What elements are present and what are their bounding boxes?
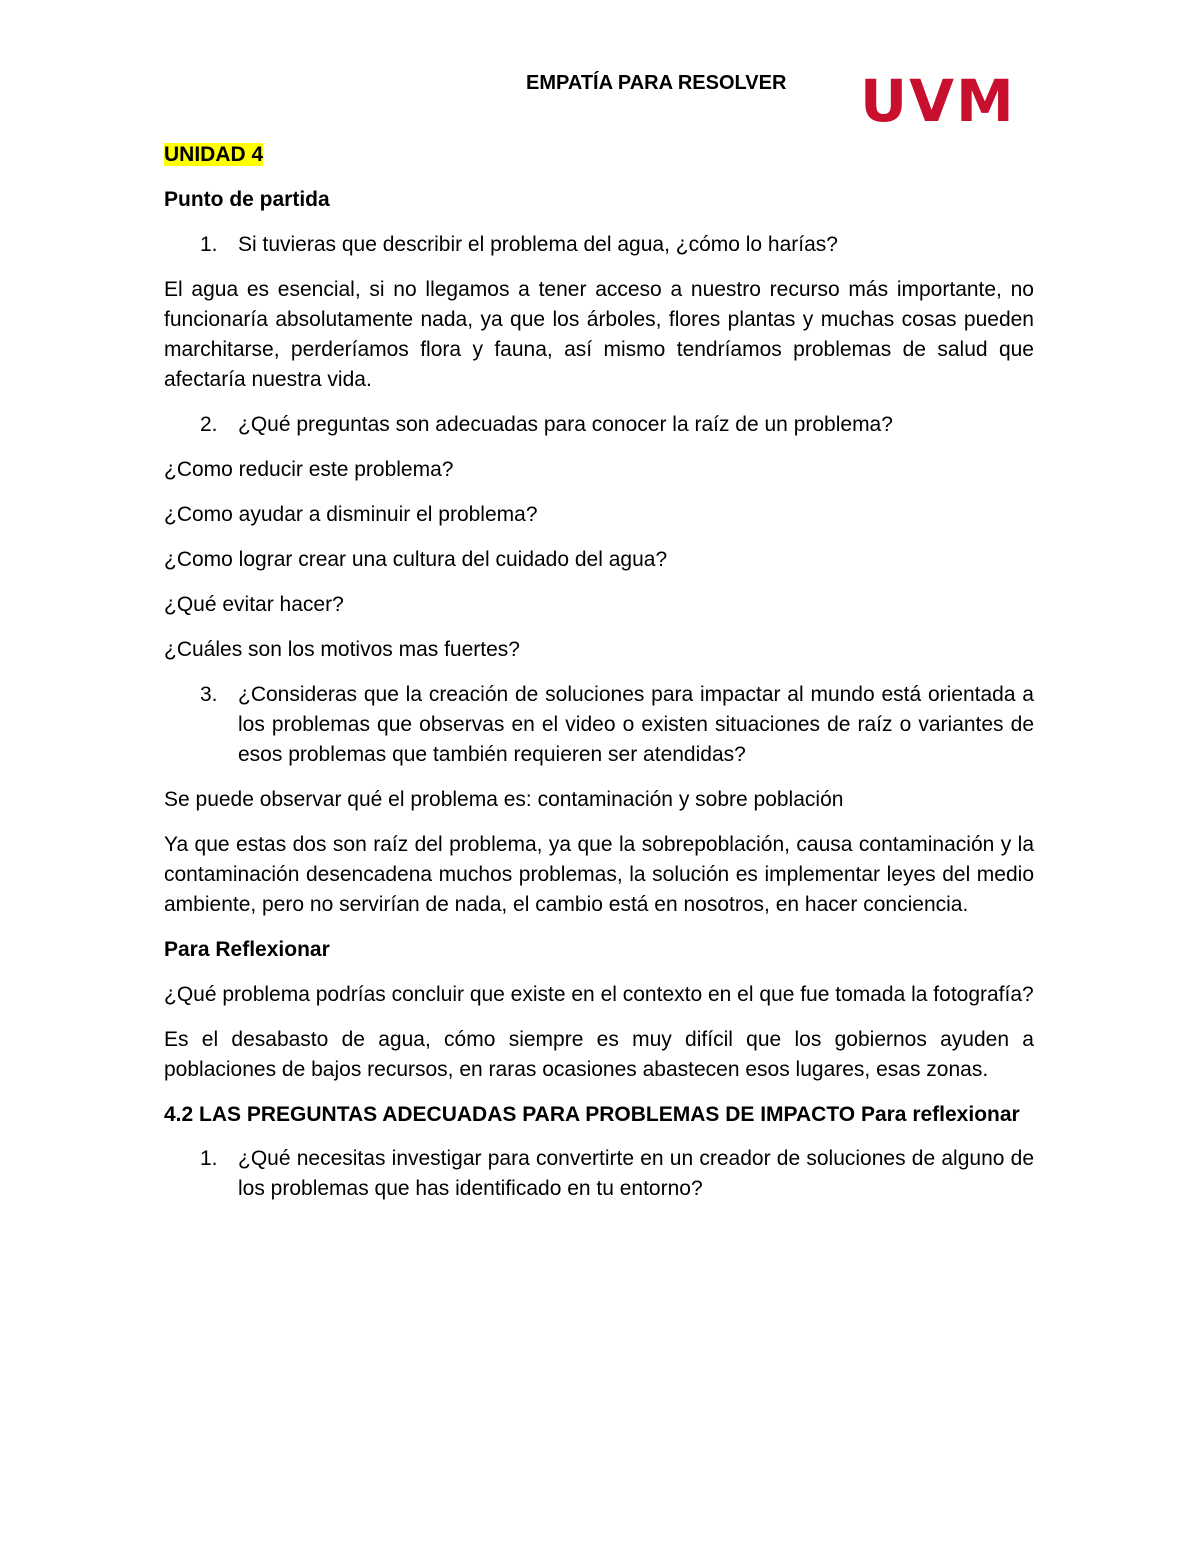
question-number: 1. <box>200 233 218 256</box>
question-number: 3. <box>200 683 218 706</box>
reflection-answer: Es el desabasto de agua, cómo siempre es muy difícil que los gobiernos ayuden a poblaciones de bajos recursos, en raras ocasiones abastecen esos lugares, esas zonas. <box>164 1028 1034 1081</box>
uvm-logo: UVM <box>860 67 1016 135</box>
section-heading-4-2: 4.2 LAS PREGUNTAS ADECUADAS PARA PROBLEMAS DE IMPACTO Para reflexionar <box>164 1103 1020 1126</box>
answer-2-line: ¿Como reducir este problema? <box>164 458 454 481</box>
section-heading-punto-de-partida: Punto de partida <box>164 188 330 211</box>
document-header-title: EMPATÍA PARA RESOLVER <box>526 72 787 94</box>
answer-2-line: ¿Cuáles son los motivos mas fuertes? <box>164 638 520 661</box>
answer-2-line: ¿Qué evitar hacer? <box>164 593 344 616</box>
question-text: ¿Consideras que la creación de soluciones para impactar al mundo está orientada a los problemas que observas en el video o existen situaciones de raíz o variantes de esos problemas que también requieren ser atendidas? <box>238 683 1034 766</box>
question-text: ¿Qué preguntas son adecuadas para conocer la raíz de un problema? <box>238 413 893 436</box>
reflection-question: ¿Qué problema podrías concluir que existe en el contexto en el que fue tomada la fotografía? <box>164 983 1034 1006</box>
question-text: Si tuvieras que describir el problema del agua, ¿cómo lo harías? <box>238 233 838 256</box>
question-1 <box>164 230 1034 260</box>
question-2 <box>164 410 1034 440</box>
unit-title <box>164 140 1034 170</box>
answer-2-line: ¿Como ayudar a disminuir el problema? <box>164 503 538 526</box>
question-text: ¿Qué necesitas investigar para convertirte en un creador de soluciones de alguno de los problemas que has identificado en tu entorno? <box>238 1147 1034 1200</box>
question-3 <box>164 680 1034 770</box>
answer-1: El agua es esencial, si no llegamos a tener acceso a nuestro recurso más importante, no funcionaría absolutamente nada, ya que los árboles, flores plantas y muchas cosas pueden marchitarse, perderíamos flora y fauna, así mismo tendríamos problemas de salud que afectaría nuestra vida. <box>164 278 1034 391</box>
section-4-2-question-1 <box>164 1144 1034 1204</box>
answer-2-line: ¿Como lograr crear una cultura del cuidado del agua? <box>164 548 668 571</box>
answer-3-intro: Se puede observar qué el problema es: contaminación y sobre población <box>164 788 844 811</box>
unit-title-text: UNIDAD 4 <box>164 143 264 166</box>
document-body <box>164 140 1034 1219</box>
answer-3-body: Ya que estas dos son raíz del problema, ya que la sobrepoblación, causa contaminación y la contaminación desencadena muchos problemas, la solución es implementar leyes del medio ambiente, pero no servirían de nada, el cambio está en nosotros, en hacer conciencia. <box>164 833 1034 916</box>
question-number: 1. <box>200 1147 218 1170</box>
question-number: 2. <box>200 413 218 436</box>
section-heading-para-reflexionar: Para Reflexionar <box>164 938 330 961</box>
